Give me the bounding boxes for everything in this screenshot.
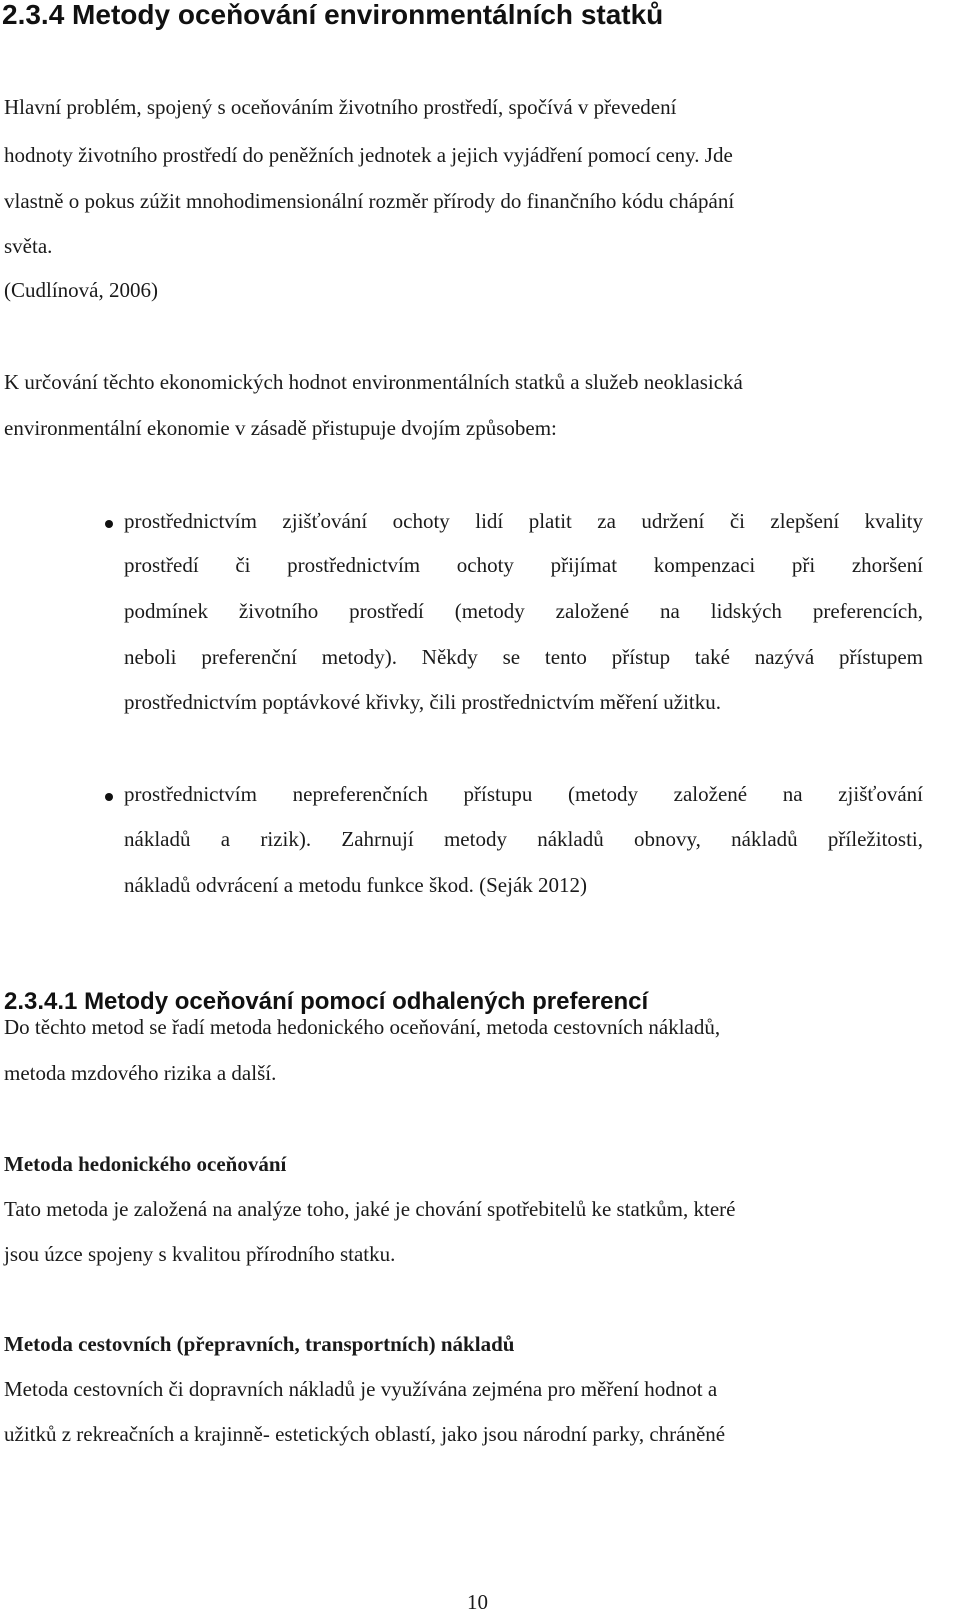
- method-heading: Metoda hedonického oceňování: [4, 1152, 287, 1176]
- bullet-line: prostřednictvím zjišťování ochoty lidí platit za udržení či zlepšení kvality: [124, 509, 923, 533]
- paragraph-line: hodnoty životního prostředí do peněžních jednotek a jejich vyjádření pomocí ceny. Jde: [4, 143, 733, 167]
- paragraph-line: světa.: [4, 234, 53, 258]
- paragraph-line: Do těchto metod se řadí metoda hedonického oceňování, metoda cestovních nákladů,: [4, 1015, 721, 1039]
- citation: (Cudlínová, 2006): [4, 278, 158, 302]
- paragraph-line: [4, 95, 925, 119]
- paragraph-line: K určování těchto ekonomických hodnot environmentálních statků a služeb neoklasická: [4, 370, 743, 394]
- paragraph-line: vlastně o pokus zúžit mnohodimensionální rozměr přírody do finančního kódu chápání: [4, 189, 735, 213]
- paragraph-line: užitků z rekreačních a krajinně- estetických oblastí, jako jsou národní parky, chráněné: [4, 1422, 726, 1446]
- paragraph-text: Hlavní problém, spojený s oceňováním životního prostředí, spočívá v převedení: [4, 95, 677, 119]
- paragraph-line: Metoda cestovních či dopravních nákladů je využívána zejména pro měření hodnot a: [4, 1377, 718, 1401]
- bullet-line: nákladů odvrácení a metodu funkce škod. (Seják 2012): [124, 873, 588, 897]
- page-number: 10: [467, 1590, 488, 1614]
- bullet-dot: [105, 520, 113, 528]
- subsection-heading: 2.3.4.1 Metody oceňování pomocí odhalených preferencí: [4, 988, 649, 1015]
- paragraph-line: metoda mzdového rizika a další.: [4, 1061, 277, 1085]
- bullet-line: prostřednictvím nepreferenčních přístupu (metody založené na zjišťování: [124, 782, 923, 806]
- paragraph-line: jsou úzce spojeny s kvalitou přírodního statku.: [4, 1242, 396, 1266]
- bullet-line: podmínek životního prostředí (metody založené na lidských preferencích,: [124, 599, 923, 623]
- bullet-line: nákladů a rizik). Zahrnují metody nákladů obnovy, nákladů příležitosti,: [124, 827, 923, 851]
- bullet-line: neboli preferenční metody). Někdy se tento přístup také nazývá přístupem: [124, 645, 923, 669]
- paragraph-line: Tato metoda je založená na analýze toho, jaké je chování spotřebitelů ke statkům, které: [4, 1197, 736, 1221]
- paragraph-line: environmentální ekonomie v zásadě přistupuje dvojím způsobem:: [4, 416, 557, 440]
- bullet-line: prostřednictvím poptávkové křivky, čili prostřednictvím měření užitku.: [124, 690, 722, 714]
- bullet-line: prostředí či prostřednictvím ochoty přijímat kompenzaci při zhoršení: [124, 553, 923, 577]
- method-heading: Metoda cestovních (přepravních, transportních) nákladů: [4, 1332, 515, 1356]
- bullet-dot: [105, 793, 113, 801]
- section-heading: 2.3.4 Metody oceňování environmentálních statků: [2, 0, 664, 30]
